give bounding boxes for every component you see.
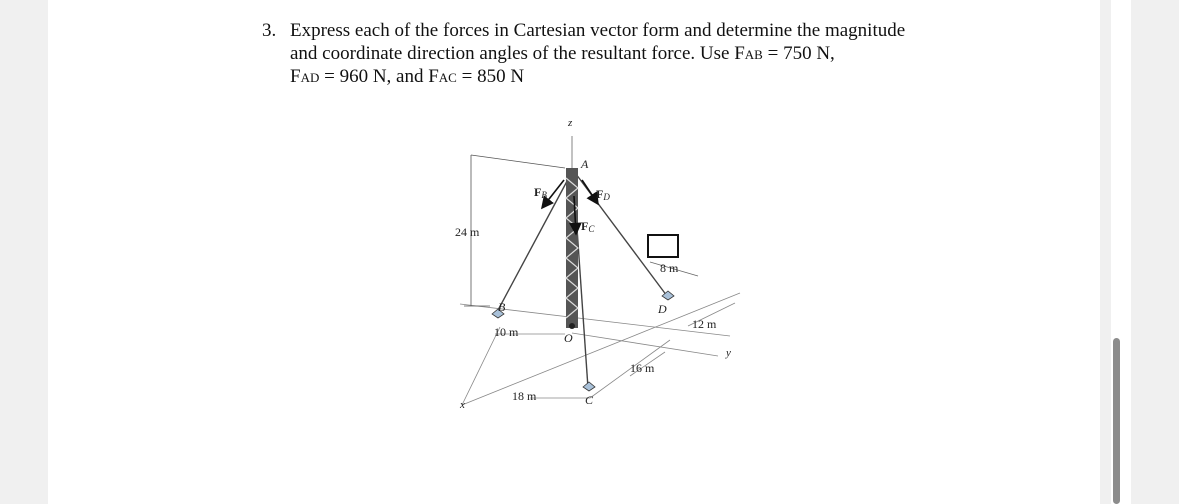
problem-line-1 — [290, 20, 905, 42]
support-c — [583, 382, 595, 391]
force-c-label: FC — [581, 219, 595, 234]
dim-18m: 18 m — [512, 389, 537, 403]
axis-x-label: x — [460, 399, 465, 411]
axis-z-label: z — [568, 117, 573, 129]
subscript-ad: AD — [300, 70, 320, 85]
dim-10m: 10 m — [494, 325, 519, 339]
problem-line-1-text: Express each of the forces in Cartesian vector form and determine the magnitude — [290, 20, 906, 41]
scrollbar-thumb[interactable] — [1113, 338, 1120, 504]
tower-figure — [440, 108, 750, 418]
subscript-ac: AC — [438, 70, 457, 85]
problem-line-3-value: = 850 N — [456, 66, 525, 87]
problem-line-2-value: = 750 N, — [762, 43, 835, 64]
force-symbol: F — [290, 66, 301, 87]
problem-line-2 — [290, 43, 835, 66]
dim-24m: 24 m — [455, 225, 480, 239]
force-d-label: FD — [596, 187, 610, 202]
label-d: D — [658, 302, 667, 316]
label-a: A — [581, 157, 589, 171]
cables — [497, 170, 667, 388]
problem-number: 3. — [262, 20, 277, 41]
label-b: B — [498, 300, 506, 314]
force-b-label: FB — [534, 185, 547, 200]
problem-line-2-text: and coordinate direction angles of the resultant force. Use F — [290, 43, 745, 64]
subscript-ab: AB — [744, 47, 763, 62]
axis-y-label: y — [726, 347, 731, 359]
dim-12m: 12 m — [692, 317, 717, 331]
label-c: C — [585, 393, 594, 407]
tower-mast — [566, 168, 578, 328]
dim-16m: 16 m — [630, 361, 655, 375]
dim-8m: 8 m — [660, 261, 679, 275]
label-o: O — [564, 331, 573, 345]
problem-line-3-text: = 960 N, and F — [319, 66, 439, 87]
origin-point — [569, 323, 575, 329]
problem-line-3 — [290, 66, 524, 89]
crate-box — [648, 235, 678, 257]
